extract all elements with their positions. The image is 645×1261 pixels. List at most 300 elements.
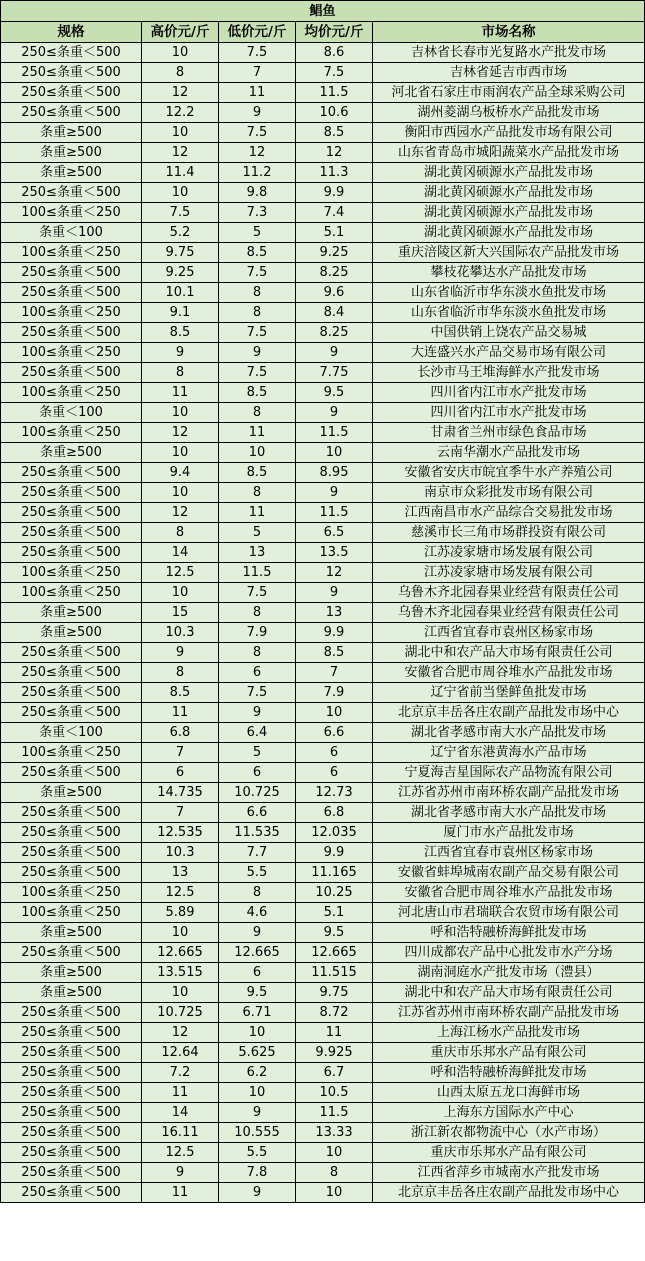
cell-market-name: 山东省临沂市华东淡水鱼批发市场 (373, 303, 645, 323)
cell-market-name: 山西太原五龙口海鲜市场 (373, 1083, 645, 1103)
cell-market-name: 重庆涪陵区新大兴国际农产品批发市场 (373, 243, 645, 263)
cell-low-price: 10.555 (219, 1123, 296, 1143)
table-row (1, 183, 645, 203)
cell-market-name: 安徽省安庆市皖宜季牛水产养殖公司 (373, 463, 645, 483)
cell-spec: 条重≥500 (1, 983, 142, 1003)
cell-low-price: 7.5 (219, 43, 296, 63)
cell-spec: 条重＜100 (1, 403, 142, 423)
cell-low-price: 6.71 (219, 1003, 296, 1023)
table-row (1, 923, 645, 943)
cell-high-price: 8 (142, 663, 219, 683)
cell-high-price: 12 (142, 423, 219, 443)
table-row (1, 703, 645, 723)
cell-spec: 250≤条重＜500 (1, 863, 142, 883)
cell-spec: 250≤条重＜500 (1, 543, 142, 563)
cell-avg-price: 9 (296, 403, 373, 423)
cell-high-price: 11 (142, 1083, 219, 1103)
cell-low-price: 5.5 (219, 863, 296, 883)
cell-spec: 条重＜100 (1, 723, 142, 743)
cell-low-price: 7.8 (219, 1163, 296, 1183)
cell-avg-price: 6.8 (296, 803, 373, 823)
cell-low-price: 12 (219, 143, 296, 163)
cell-spec: 250≤条重＜500 (1, 1023, 142, 1043)
cell-market-name: 北京京丰岳各庄农副产品批发市场中心 (373, 703, 645, 723)
cell-high-price: 9 (142, 1163, 219, 1183)
cell-spec: 250≤条重＜500 (1, 803, 142, 823)
table-row (1, 823, 645, 843)
table-row (1, 1143, 645, 1163)
cell-market-name: 湖北黄冈硕源水产品批发市场 (373, 203, 645, 223)
table-row (1, 323, 645, 343)
cell-spec: 250≤条重＜500 (1, 263, 142, 283)
table-row (1, 1163, 645, 1183)
cell-low-price: 7.5 (219, 263, 296, 283)
cell-market-name: 衡阳市西园水产品批发市场有限公司 (373, 123, 645, 143)
cell-low-price: 10 (219, 1023, 296, 1043)
header-avg-price: 均价元/斤 (296, 22, 373, 43)
cell-spec: 250≤条重＜500 (1, 823, 142, 843)
table-row (1, 583, 645, 603)
table-row (1, 243, 645, 263)
cell-high-price: 10 (142, 123, 219, 143)
table-row (1, 1123, 645, 1143)
table-row (1, 1063, 645, 1083)
cell-avg-price: 8.5 (296, 643, 373, 663)
cell-high-price: 14.735 (142, 783, 219, 803)
cell-market-name: 江苏凌家塘市场发展有限公司 (373, 543, 645, 563)
cell-avg-price: 12.73 (296, 783, 373, 803)
cell-avg-price: 7.5 (296, 63, 373, 83)
cell-spec: 250≤条重＜500 (1, 463, 142, 483)
cell-high-price: 10 (142, 583, 219, 603)
cell-market-name: 江西省宜春市袁州区杨家市场 (373, 843, 645, 863)
cell-avg-price: 6 (296, 743, 373, 763)
cell-spec: 100≤条重＜250 (1, 583, 142, 603)
cell-avg-price: 7 (296, 663, 373, 683)
cell-market-name: 浙江新农都物流中心（水产市场） (373, 1123, 645, 1143)
cell-spec: 100≤条重＜250 (1, 203, 142, 223)
cell-avg-price: 9.5 (296, 383, 373, 403)
table-row (1, 943, 645, 963)
cell-low-price: 8.5 (219, 463, 296, 483)
cell-high-price: 11 (142, 383, 219, 403)
cell-market-name: 河北唐山市君瑞联合农贸市场有限公司 (373, 903, 645, 923)
cell-avg-price: 10 (296, 1183, 373, 1203)
cell-spec: 250≤条重＜500 (1, 483, 142, 503)
cell-avg-price: 12 (296, 563, 373, 583)
table-row (1, 363, 645, 383)
cell-avg-price: 7.9 (296, 683, 373, 703)
cell-low-price: 7.9 (219, 623, 296, 643)
cell-low-price: 8.5 (219, 383, 296, 403)
cell-avg-price: 12 (296, 143, 373, 163)
cell-high-price: 10.3 (142, 843, 219, 863)
cell-low-price: 11 (219, 83, 296, 103)
cell-spec: 100≤条重＜250 (1, 743, 142, 763)
cell-low-price: 10.725 (219, 783, 296, 803)
cell-high-price: 12.665 (142, 943, 219, 963)
cell-high-price: 10 (142, 923, 219, 943)
cell-spec: 100≤条重＜250 (1, 243, 142, 263)
cell-low-price: 6.6 (219, 803, 296, 823)
cell-spec: 250≤条重＜500 (1, 283, 142, 303)
cell-avg-price: 10 (296, 1143, 373, 1163)
cell-spec: 250≤条重＜500 (1, 83, 142, 103)
cell-low-price: 9 (219, 343, 296, 363)
cell-market-name: 安徽省合肥市周谷堆水产品批发市场 (373, 883, 645, 903)
cell-low-price: 10 (219, 443, 296, 463)
cell-low-price: 11.5 (219, 563, 296, 583)
cell-spec: 250≤条重＜500 (1, 363, 142, 383)
table-row (1, 143, 645, 163)
table-row (1, 63, 645, 83)
cell-high-price: 12 (142, 143, 219, 163)
cell-avg-price: 11 (296, 1023, 373, 1043)
cell-spec: 250≤条重＜500 (1, 1103, 142, 1123)
cell-low-price: 8 (219, 303, 296, 323)
cell-avg-price: 6.7 (296, 1063, 373, 1083)
cell-low-price: 11 (219, 503, 296, 523)
cell-market-name: 四川省内江市水产批发市场 (373, 383, 645, 403)
cell-market-name: 安徽省蚌埠城南农副产品交易有限公司 (373, 863, 645, 883)
table-row (1, 663, 645, 683)
cell-low-price: 11.2 (219, 163, 296, 183)
cell-high-price: 9.4 (142, 463, 219, 483)
cell-low-price: 8 (219, 283, 296, 303)
cell-market-name: 湖南洞庭水产批发市场（澧县） (373, 963, 645, 983)
cell-avg-price: 11.3 (296, 163, 373, 183)
cell-spec: 250≤条重＜500 (1, 1063, 142, 1083)
cell-low-price: 13 (219, 543, 296, 563)
cell-market-name: 四川省内江市水产批发市场 (373, 403, 645, 423)
cell-avg-price: 11.5 (296, 423, 373, 443)
header-high-price: 高价元/斤 (142, 22, 219, 43)
cell-market-name: 山东省青岛市城阳蔬菜水产品批发市场 (373, 143, 645, 163)
cell-low-price: 7.7 (219, 843, 296, 863)
table-row (1, 603, 645, 623)
cell-market-name: 湖北黄冈硕源水产品批发市场 (373, 163, 645, 183)
cell-market-name: 辽宁省东港黄海水产品市场 (373, 743, 645, 763)
cell-market-name: 重庆市乐邦水产品有限公司 (373, 1043, 645, 1063)
cell-spec: 250≤条重＜500 (1, 1083, 142, 1103)
table-row (1, 463, 645, 483)
cell-low-price: 7.3 (219, 203, 296, 223)
cell-market-name: 中国供销上饶农产品交易城 (373, 323, 645, 343)
cell-high-price: 12.5 (142, 883, 219, 903)
cell-spec: 250≤条重＜500 (1, 103, 142, 123)
table-row (1, 1043, 645, 1063)
cell-avg-price: 9.6 (296, 283, 373, 303)
cell-avg-price: 7.75 (296, 363, 373, 383)
cell-spec: 250≤条重＜500 (1, 43, 142, 63)
cell-high-price: 14 (142, 1103, 219, 1123)
cell-high-price: 8 (142, 63, 219, 83)
cell-market-name: 北京京丰岳各庄农副产品批发市场中心 (373, 1183, 645, 1203)
cell-low-price: 6 (219, 963, 296, 983)
cell-spec: 条重≥500 (1, 603, 142, 623)
header-market-name: 市场名称 (373, 22, 645, 43)
cell-market-name: 山东省临沂市华东淡水鱼批发市场 (373, 283, 645, 303)
cell-spec: 条重≥500 (1, 163, 142, 183)
cell-avg-price: 6.5 (296, 523, 373, 543)
cell-market-name: 呼和浩特融桥海鲜批发市场 (373, 1063, 645, 1083)
cell-high-price: 10 (142, 43, 219, 63)
cell-low-price: 4.6 (219, 903, 296, 923)
cell-market-name: 江苏省苏州市南环桥农副产品批发市场 (373, 783, 645, 803)
cell-market-name: 湖北中和农产品大市场有限责任公司 (373, 983, 645, 1003)
cell-high-price: 9 (142, 643, 219, 663)
cell-high-price: 9.25 (142, 263, 219, 283)
cell-spec: 100≤条重＜250 (1, 903, 142, 923)
cell-high-price: 9 (142, 343, 219, 363)
cell-avg-price: 13.5 (296, 543, 373, 563)
cell-spec: 100≤条重＜250 (1, 343, 142, 363)
cell-low-price: 5.5 (219, 1143, 296, 1163)
cell-high-price: 5.89 (142, 903, 219, 923)
table-row (1, 883, 645, 903)
cell-high-price: 12.64 (142, 1043, 219, 1063)
cell-high-price: 12 (142, 1023, 219, 1043)
cell-spec: 250≤条重＜500 (1, 1183, 142, 1203)
cell-low-price: 6 (219, 763, 296, 783)
cell-spec: 250≤条重＜500 (1, 643, 142, 663)
header-spec: 规格 (1, 22, 142, 43)
cell-low-price: 8 (219, 883, 296, 903)
cell-spec: 250≤条重＜500 (1, 763, 142, 783)
cell-spec: 250≤条重＜500 (1, 1143, 142, 1163)
cell-avg-price: 9 (296, 343, 373, 363)
cell-high-price: 10.1 (142, 283, 219, 303)
cell-high-price: 6 (142, 763, 219, 783)
cell-spec: 250≤条重＜500 (1, 503, 142, 523)
cell-high-price: 10 (142, 483, 219, 503)
cell-avg-price: 11.5 (296, 1103, 373, 1123)
table-row (1, 223, 645, 243)
cell-market-name: 湖州菱湖乌板桥水产品批发市场 (373, 103, 645, 123)
cell-market-name: 江苏凌家塘市场发展有限公司 (373, 563, 645, 583)
cell-low-price: 7.5 (219, 683, 296, 703)
cell-high-price: 7.2 (142, 1063, 219, 1083)
table-row (1, 783, 645, 803)
table-row (1, 543, 645, 563)
cell-low-price: 6.2 (219, 1063, 296, 1083)
cell-spec: 100≤条重＜250 (1, 303, 142, 323)
cell-avg-price: 10.6 (296, 103, 373, 123)
table-row (1, 263, 645, 283)
cell-market-name: 湖北黄冈硕源水产品批发市场 (373, 183, 645, 203)
cell-low-price: 7.5 (219, 123, 296, 143)
cell-spec: 条重≥500 (1, 123, 142, 143)
cell-market-name: 江西省宜春市袁州区杨家市场 (373, 623, 645, 643)
cell-spec: 250≤条重＜500 (1, 683, 142, 703)
cell-low-price: 9.8 (219, 183, 296, 203)
table-row (1, 503, 645, 523)
table-row (1, 1083, 645, 1103)
table-row (1, 563, 645, 583)
cell-avg-price: 8.95 (296, 463, 373, 483)
cell-low-price: 7.5 (219, 363, 296, 383)
table-row (1, 383, 645, 403)
cell-avg-price: 10.5 (296, 1083, 373, 1103)
table-row (1, 523, 645, 543)
table-row (1, 723, 645, 743)
cell-spec: 250≤条重＜500 (1, 703, 142, 723)
cell-market-name: 长沙市马王堆海鲜水产批发市场 (373, 363, 645, 383)
cell-avg-price: 5.1 (296, 903, 373, 923)
cell-high-price: 8 (142, 363, 219, 383)
cell-high-price: 8 (142, 523, 219, 543)
table-row (1, 203, 645, 223)
cell-high-price: 5.2 (142, 223, 219, 243)
cell-spec: 100≤条重＜250 (1, 883, 142, 903)
cell-low-price: 8 (219, 403, 296, 423)
cell-high-price: 9.75 (142, 243, 219, 263)
cell-high-price: 12.5 (142, 563, 219, 583)
table-row (1, 423, 645, 443)
cell-avg-price: 9.9 (296, 843, 373, 863)
cell-spec: 条重＜100 (1, 223, 142, 243)
cell-avg-price: 9 (296, 483, 373, 503)
cell-high-price: 11 (142, 1183, 219, 1203)
cell-market-name: 湖北省孝感市南大水产品批发市场 (373, 803, 645, 823)
cell-avg-price: 9.5 (296, 923, 373, 943)
cell-high-price: 8.5 (142, 683, 219, 703)
cell-avg-price: 9.925 (296, 1043, 373, 1063)
cell-spec: 条重≥500 (1, 443, 142, 463)
cell-spec: 条重≥500 (1, 783, 142, 803)
cell-low-price: 10 (219, 1083, 296, 1103)
table-title: 鲳鱼 (1, 1, 645, 22)
cell-high-price: 7 (142, 803, 219, 823)
cell-market-name: 甘肃省兰州市绿色食品市场 (373, 423, 645, 443)
cell-high-price: 12.5 (142, 1143, 219, 1163)
table-row (1, 1103, 645, 1123)
cell-spec: 250≤条重＜500 (1, 183, 142, 203)
cell-low-price: 7 (219, 63, 296, 83)
cell-low-price: 9 (219, 1103, 296, 1123)
cell-spec: 250≤条重＜500 (1, 63, 142, 83)
cell-market-name: 南京市众彩批发市场有限公司 (373, 483, 645, 503)
cell-avg-price: 12.035 (296, 823, 373, 843)
cell-high-price: 10.3 (142, 623, 219, 643)
cell-avg-price: 8.25 (296, 263, 373, 283)
cell-market-name: 江西南昌市水产品综合交易批发市场 (373, 503, 645, 523)
cell-avg-price: 10 (296, 443, 373, 463)
cell-high-price: 12.2 (142, 103, 219, 123)
cell-market-name: 江苏省苏州市南环桥农副产品批发市场 (373, 1003, 645, 1023)
table-row (1, 623, 645, 643)
table-row (1, 863, 645, 883)
table-row (1, 103, 645, 123)
cell-avg-price: 9.9 (296, 623, 373, 643)
cell-low-price: 7.5 (219, 583, 296, 603)
cell-market-name: 云南华潮水产品批发市场 (373, 443, 645, 463)
cell-market-name: 四川成都农产品中心批发市水产分场 (373, 943, 645, 963)
table-row (1, 963, 645, 983)
cell-spec: 条重≥500 (1, 623, 142, 643)
cell-market-name: 慈溪市长三角市场群投资有限公司 (373, 523, 645, 543)
cell-avg-price: 8.4 (296, 303, 373, 323)
table-row (1, 763, 645, 783)
table-row (1, 743, 645, 763)
cell-avg-price: 8 (296, 1163, 373, 1183)
cell-low-price: 9 (219, 1183, 296, 1203)
cell-market-name: 上海东方国际水产中心 (373, 1103, 645, 1123)
cell-low-price: 6.4 (219, 723, 296, 743)
cell-spec: 250≤条重＜500 (1, 1043, 142, 1063)
cell-market-name: 攀枝花攀达水产品批发市场 (373, 263, 645, 283)
cell-spec: 条重≥500 (1, 143, 142, 163)
cell-spec: 250≤条重＜500 (1, 663, 142, 683)
cell-spec: 250≤条重＜500 (1, 323, 142, 343)
cell-high-price: 7 (142, 743, 219, 763)
cell-avg-price: 8.72 (296, 1003, 373, 1023)
cell-low-price: 5 (219, 223, 296, 243)
cell-high-price: 10 (142, 983, 219, 1003)
cell-low-price: 11.535 (219, 823, 296, 843)
cell-avg-price: 11.5 (296, 503, 373, 523)
cell-high-price: 13 (142, 863, 219, 883)
table-row (1, 343, 645, 363)
cell-low-price: 11 (219, 423, 296, 443)
cell-market-name: 呼和浩特融桥海鲜批发市场 (373, 923, 645, 943)
cell-avg-price: 8.6 (296, 43, 373, 63)
cell-high-price: 10 (142, 443, 219, 463)
cell-low-price: 9 (219, 923, 296, 943)
cell-avg-price: 13.33 (296, 1123, 373, 1143)
cell-avg-price: 9 (296, 583, 373, 603)
cell-market-name: 大连盛兴水产品交易市场有限公司 (373, 343, 645, 363)
table-row (1, 1023, 645, 1043)
table-row (1, 83, 645, 103)
cell-market-name: 乌鲁木齐北园春果业经营有限责任公司 (373, 583, 645, 603)
cell-avg-price: 8.25 (296, 323, 373, 343)
cell-high-price: 10 (142, 403, 219, 423)
cell-market-name: 湖北省孝感市南大水产品批发市场 (373, 723, 645, 743)
cell-low-price: 6 (219, 663, 296, 683)
cell-high-price: 10.725 (142, 1003, 219, 1023)
cell-avg-price: 6 (296, 763, 373, 783)
table-row (1, 1183, 645, 1203)
table-body (1, 43, 645, 1203)
cell-low-price: 8 (219, 643, 296, 663)
table-row (1, 683, 645, 703)
cell-spec: 250≤条重＜500 (1, 1163, 142, 1183)
cell-high-price: 8.5 (142, 323, 219, 343)
table-row (1, 43, 645, 63)
cell-market-name: 吉林省长春市光复路水产批发市场 (373, 43, 645, 63)
table-row (1, 163, 645, 183)
cell-low-price: 9 (219, 103, 296, 123)
cell-high-price: 9.1 (142, 303, 219, 323)
table-row (1, 483, 645, 503)
cell-high-price: 12 (142, 83, 219, 103)
cell-avg-price: 6.6 (296, 723, 373, 743)
cell-market-name: 厦门市水产品批发市场 (373, 823, 645, 843)
cell-spec: 100≤条重＜250 (1, 563, 142, 583)
cell-market-name: 辽宁省前当堡鲜鱼批发市场 (373, 683, 645, 703)
table-row (1, 303, 645, 323)
cell-spec: 100≤条重＜250 (1, 423, 142, 443)
cell-high-price: 12.535 (142, 823, 219, 843)
table-row (1, 443, 645, 463)
cell-avg-price: 10.25 (296, 883, 373, 903)
cell-low-price: 9.5 (219, 983, 296, 1003)
cell-high-price: 7.5 (142, 203, 219, 223)
cell-low-price: 9 (219, 703, 296, 723)
cell-market-name: 重庆市乐邦水产品有限公司 (373, 1143, 645, 1163)
cell-low-price: 8 (219, 603, 296, 623)
